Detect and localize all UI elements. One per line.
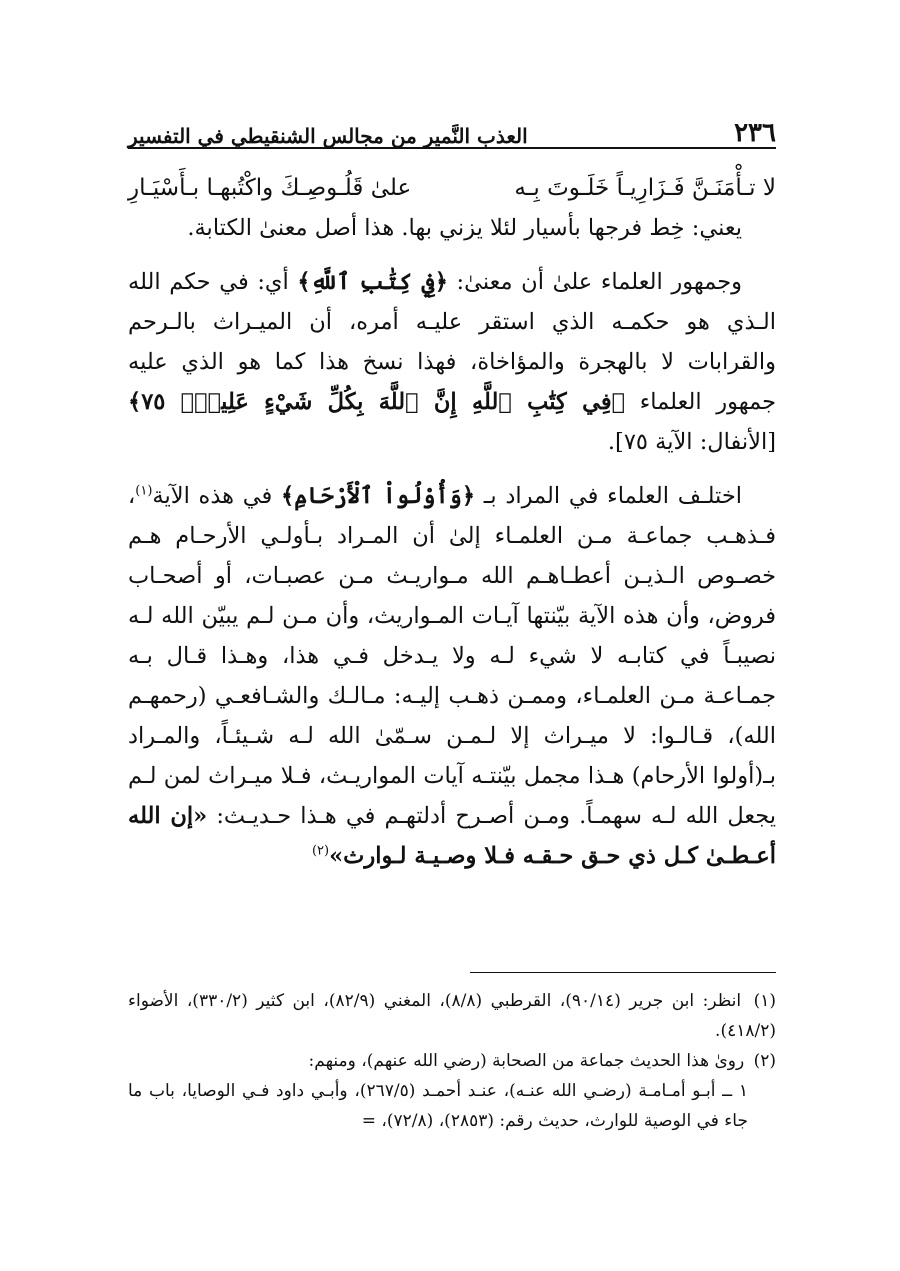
footnote-ref-1[interactable]: (١) (135, 483, 153, 499)
paragraph-gap (128, 248, 776, 262)
paragraph-text: في هذه الآية (152, 483, 282, 509)
footnote-2-item-1 (128, 1076, 776, 1136)
paragraph-text: [الأنفال: الآية ٧٥]. (607, 429, 776, 455)
main-text (128, 168, 776, 876)
header-rule (128, 147, 776, 149)
footnote-number: (١) (753, 991, 777, 1011)
footnotes (128, 986, 776, 1136)
paragraph-text: أي: في حكم الله الـذي هو حكمـه الذي استقر عليـه أمره، أن الميـراث بالـرحم والقرابات لا بالهجرة والمؤاخاة، فهذا نسخ هذا كما هو الذي عليه جمهور العلماء (128, 269, 776, 415)
footnote-rule (470, 972, 776, 973)
verse-hemistich-first: لا تـأْمَنَـنَّ فَـزَارِيـاً خَلَـوتَ بِـه (514, 175, 776, 201)
running-title: العذب النَّمير من مجالس الشنقيطي في التفسير (128, 124, 528, 148)
quran-quote: ﴿فِي كِتَٰبِ ٱللَّهِ إِنَّ ٱللَّهَ بِكُلِّ شَيْءٍ عَلِيمٌۢ ٧٥﴾ (128, 389, 626, 415)
page-number: ٢٣٦ (734, 118, 776, 148)
paragraph-kitaba-meaning (128, 208, 776, 248)
footnote-text: انظر: ابن جرير (٩٠/١٤)، القرطبي (٨/٨)، المغني (٨٢/٩)، ابن كثير (٣٣٠/٢)، الأضواء (٤١٨/٢). (128, 991, 776, 1041)
paragraph-text: وجمهور العلماء علىٰ أن معنىٰ: (447, 269, 742, 295)
footnote-number: (٢) (753, 1051, 776, 1071)
paragraph-text: ، فـذهـب جماعـة مـن العلمـاء إلىٰ أن المـراد بـأولـي الأرحـام هـم خصـوص الـذيـن أعطـاهـم الله مـواريـث مـن عصبـات، أو أصحـاب فروض، وأن هذه الآية بيّنتها آيـات المـواريث، وأن مـن لـم يبيّن الله لـه نصيبـاً في كتابـه لا شيء لـه ولا يـدخل فـي هذا، وهـذا قـال بـه جمـاعـة مـن العلمـاء، وممـن ذهـب إليـه: مـالـك والشـافعـي (رحمهـم الله)، قـالـوا: لا ميـراث إلا لـمـن سـمّىٰ الله لـه شـيئـاً، والمـراد بـ(أولوا الأرحام) هـذا مجمل بيّنتـه آيات المواريـث، فـلا ميـراث لمن لـم يجعل الله لـه سهمـاً. ومـن أصـرح أدلتهـم في هـذا حـديـث: (128, 483, 776, 829)
quran-quote: ﴿وَأُوْلُواْ ٱلْأَرْحَامِ﴾ (281, 483, 476, 509)
footnote-ref-2[interactable]: (٢) (311, 843, 330, 859)
hadith-quote: «إن الله أعـطـىٰ كـل ذي حـق حـقـه فـلا وصـيـة لـوارث» (128, 803, 776, 869)
paragraph-scholars-disagreement (128, 476, 776, 876)
poetry-verse (128, 168, 776, 208)
paragraph-text: اختلـف العلماء في المراد بـ (475, 483, 743, 509)
paragraph-gap (128, 462, 776, 476)
footnote-2 (128, 1046, 776, 1076)
page-header (128, 108, 776, 148)
verse-hemistich-second: علىٰ قَلُـوصِـكَ واكْتُبهـا بـأَسْيَـارِ (128, 175, 412, 201)
paragraph-majority-view (128, 262, 776, 462)
quran-quote: ﴿فِي كِتَٰبِ ٱللَّهِ﴾ (297, 269, 448, 295)
footnote-1 (128, 986, 776, 1046)
paragraph-text: يعني: خِط فرجها بأسيار لئلا يزني بها. هذا أصل معنىٰ الكتابة. (187, 215, 742, 241)
footnote-text: ١ ــ أبـو أمـامـة (رضـي الله عنـه)، عنـد أحمـد (٢٦٧/٥)، وأبـي داود فـي الوصايا، باب ما جاء في الوصية للوارث، حديث رقم: (٢٨٥٣)، (٧٢/٨)، = (128, 1081, 748, 1131)
footnote-text: روىٰ هذا الحديث جماعة من الصحابة (رضي الله عنهم)، ومنهم: (308, 1051, 745, 1071)
